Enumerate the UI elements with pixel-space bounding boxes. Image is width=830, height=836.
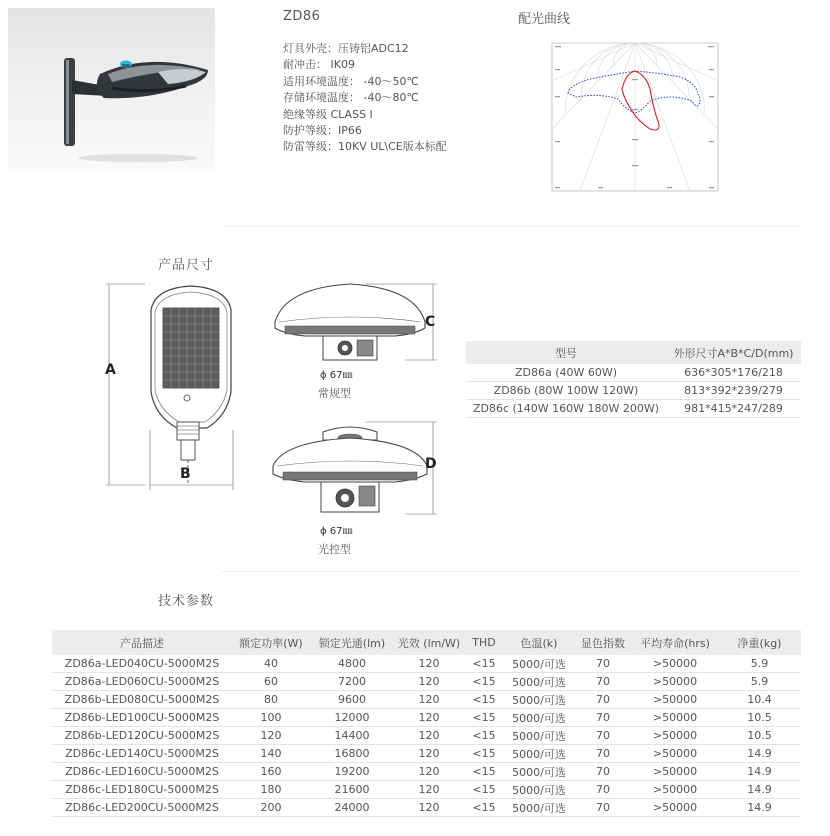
cell-efficacy: 120 xyxy=(394,727,464,745)
cell-power: 40 xyxy=(232,655,310,673)
header-power: 额定功率(W) xyxy=(232,630,310,655)
cell-lifetime: >50000 xyxy=(632,655,718,673)
spec-impact: 耐冲击： IK09 xyxy=(283,58,355,72)
section-divider xyxy=(222,571,800,572)
table-row xyxy=(52,727,801,745)
cell-description: ZD86b-LED120CU-5000M2S xyxy=(52,727,232,745)
header-weight: 净重(kg) xyxy=(718,630,801,655)
cell-thd: <15 xyxy=(464,727,504,745)
cell-thd: <15 xyxy=(464,799,504,817)
spec-housing: 灯具外壳：压铸铝ADC12 xyxy=(283,42,409,55)
cell-cri: 70 xyxy=(574,709,632,727)
street-light-image xyxy=(8,8,215,173)
cell-flux: 19200 xyxy=(310,763,394,781)
cell-cct: 5000/可选 xyxy=(504,709,574,727)
cell-lifetime: >50000 xyxy=(632,691,718,709)
cell-lifetime: >50000 xyxy=(632,727,718,745)
cell-flux: 16800 xyxy=(310,745,394,763)
cell-efficacy: 120 xyxy=(394,781,464,799)
header-cct: 色温(k) xyxy=(504,630,574,655)
cell-cct: 5000/可选 xyxy=(504,655,574,673)
caption-sensor-type: 光控型 xyxy=(318,543,351,556)
cell-cri: 70 xyxy=(574,691,632,709)
dimension-label-c: C xyxy=(425,314,436,330)
cell-thd: <15 xyxy=(464,655,504,673)
cell-description: ZD86c-LED160CU-5000M2S xyxy=(52,763,232,781)
cell-size: 636*305*176/218 xyxy=(666,364,801,382)
cell-power: 120 xyxy=(232,727,310,745)
cell-weight: 5.9 xyxy=(718,655,801,673)
cell-description: ZD86c-LED140CU-5000M2S xyxy=(52,745,232,763)
light-curve-title: 配光曲线 xyxy=(518,12,571,27)
product-photo xyxy=(8,8,215,173)
cell-thd: <15 xyxy=(464,709,504,727)
cell-thd: <15 xyxy=(464,745,504,763)
table-row xyxy=(52,763,801,781)
cell-cct: 5000/可选 xyxy=(504,763,574,781)
dimensions-table xyxy=(466,341,801,418)
cell-cct: 5000/可选 xyxy=(504,727,574,745)
table-row xyxy=(52,655,801,673)
spec-insulation-class: 绝缘等级 CLASS I xyxy=(283,107,373,121)
pole-diameter-sensor: ϕ 67㎜ xyxy=(320,526,353,537)
spec-storage-temp: 存储环境温度： -40～80℃ xyxy=(283,91,419,105)
spec-operating-temp: 适用环境温度： -40～50℃ xyxy=(283,74,419,88)
cell-efficacy: 120 xyxy=(394,673,464,691)
table-row xyxy=(52,709,801,727)
header-model: 型号 xyxy=(466,341,666,364)
cell-power: 140 xyxy=(232,745,310,763)
cell-weight: 14.9 xyxy=(718,763,801,781)
cell-power: 200 xyxy=(232,799,310,817)
cell-weight: 14.9 xyxy=(718,745,801,763)
table-row xyxy=(466,364,801,382)
cell-efficacy: 120 xyxy=(394,655,464,673)
cell-thd: <15 xyxy=(464,691,504,709)
tech-params-table xyxy=(52,630,801,817)
cell-cct: 5000/可选 xyxy=(504,691,574,709)
cell-cct: 5000/可选 xyxy=(504,745,574,763)
cell-lifetime: >50000 xyxy=(632,709,718,727)
cell-flux: 7200 xyxy=(310,673,394,691)
cell-model: ZD86c (140W 160W 180W 200W) xyxy=(466,400,666,418)
cell-model: ZD86b (80W 100W 120W) xyxy=(466,382,666,400)
side-view-sensor-drawing xyxy=(265,420,440,532)
table-row xyxy=(52,799,801,817)
cell-weight: 10.5 xyxy=(718,727,801,745)
cell-lifetime: >50000 xyxy=(632,745,718,763)
product-model: ZD86 xyxy=(283,9,321,24)
cell-flux: 12000 xyxy=(310,709,394,727)
cell-power: 180 xyxy=(232,781,310,799)
cell-weight: 14.9 xyxy=(718,781,801,799)
cell-power: 80 xyxy=(232,691,310,709)
cell-cri: 70 xyxy=(574,655,632,673)
cell-efficacy: 120 xyxy=(394,709,464,727)
cell-lifetime: >50000 xyxy=(632,781,718,799)
header-description: 产品描述 xyxy=(52,630,232,655)
cell-lifetime: >50000 xyxy=(632,799,718,817)
cell-weight: 10.5 xyxy=(718,709,801,727)
cell-power: 160 xyxy=(232,763,310,781)
section-divider xyxy=(222,226,800,227)
cell-description: ZD86a-LED040CU-5000M2S xyxy=(52,655,232,673)
cell-lifetime: >50000 xyxy=(632,673,718,691)
table-row xyxy=(466,400,801,418)
cell-cct: 5000/可选 xyxy=(504,781,574,799)
table-row xyxy=(52,673,801,691)
caption-normal-type: 常规型 xyxy=(318,387,351,400)
light-distribution-curve xyxy=(550,41,720,209)
cell-weight: 14.9 xyxy=(718,799,801,817)
dimensions-table-header xyxy=(466,341,801,364)
table-row xyxy=(52,781,801,799)
cell-description: ZD86c-LED180CU-5000M2S xyxy=(52,781,232,799)
cell-thd: <15 xyxy=(464,673,504,691)
cell-description: ZD86b-LED100CU-5000M2S xyxy=(52,709,232,727)
table-row xyxy=(52,691,801,709)
pole-diameter-normal: ϕ 67㎜ xyxy=(320,370,353,381)
cell-lifetime: >50000 xyxy=(632,763,718,781)
header-thd: THD xyxy=(464,630,504,655)
table-row xyxy=(52,745,801,763)
header-flux: 锁定光通(lm) xyxy=(310,630,394,655)
cell-efficacy: 120 xyxy=(394,691,464,709)
cell-cri: 70 xyxy=(574,727,632,745)
cell-cri: 70 xyxy=(574,763,632,781)
spec-list xyxy=(283,41,447,156)
cell-description: ZD86c-LED200CU-5000M2S xyxy=(52,799,232,817)
cell-flux: 21600 xyxy=(310,781,394,799)
cell-efficacy: 120 xyxy=(394,763,464,781)
cell-efficacy: 120 xyxy=(394,799,464,817)
dimension-label-b: B xyxy=(180,466,191,482)
cell-cri: 70 xyxy=(574,781,632,799)
table-row xyxy=(466,382,801,400)
cell-cri: 70 xyxy=(574,799,632,817)
cell-flux: 14400 xyxy=(310,727,394,745)
front-view-drawing xyxy=(105,280,245,492)
cell-weight: 5.9 xyxy=(718,673,801,691)
dimension-label-a: A xyxy=(105,362,116,378)
cell-cri: 70 xyxy=(574,745,632,763)
cell-size: 981*415*247/289 xyxy=(666,400,801,418)
header-cri: 显色指数 xyxy=(574,630,632,655)
cell-cct: 5000/可选 xyxy=(504,673,574,691)
header-efficacy: 光效 (lm/W) xyxy=(394,630,464,655)
cell-flux: 24000 xyxy=(310,799,394,817)
cell-cct: 5000/可选 xyxy=(504,799,574,817)
header-size: 外形尺寸A*B*C/D(mm) xyxy=(666,341,801,364)
side-view-normal-drawing xyxy=(265,282,440,382)
cell-flux: 9600 xyxy=(310,691,394,709)
cell-size: 813*392*239/279 xyxy=(666,382,801,400)
cell-weight: 10.4 xyxy=(718,691,801,709)
cell-flux: 4800 xyxy=(310,655,394,673)
spec-ip-rating: 防护等级：IP66 xyxy=(283,124,362,138)
cell-model: ZD86a (40W 60W) xyxy=(466,364,666,382)
dimensions-title: 产品尺寸 xyxy=(158,258,215,273)
cell-thd: <15 xyxy=(464,781,504,799)
cell-thd: <15 xyxy=(464,763,504,781)
tech-table-header xyxy=(52,630,801,655)
cell-power: 60 xyxy=(232,673,310,691)
header-lifetime: 平均寿命(hrs) xyxy=(632,630,718,655)
dimension-label-d: D xyxy=(425,456,437,472)
cell-cri: 70 xyxy=(574,673,632,691)
cell-description: ZD86a-LED060CU-5000M2S xyxy=(52,673,232,691)
cell-efficacy: 120 xyxy=(394,745,464,763)
cell-description: ZD86b-LED080CU-5000M2S xyxy=(52,691,232,709)
spec-surge-protection: 防雷等级：10KV UL\CE版本标配 xyxy=(283,140,447,154)
cell-power: 100 xyxy=(232,709,310,727)
tech-params-title: 技术参数 xyxy=(158,594,215,609)
